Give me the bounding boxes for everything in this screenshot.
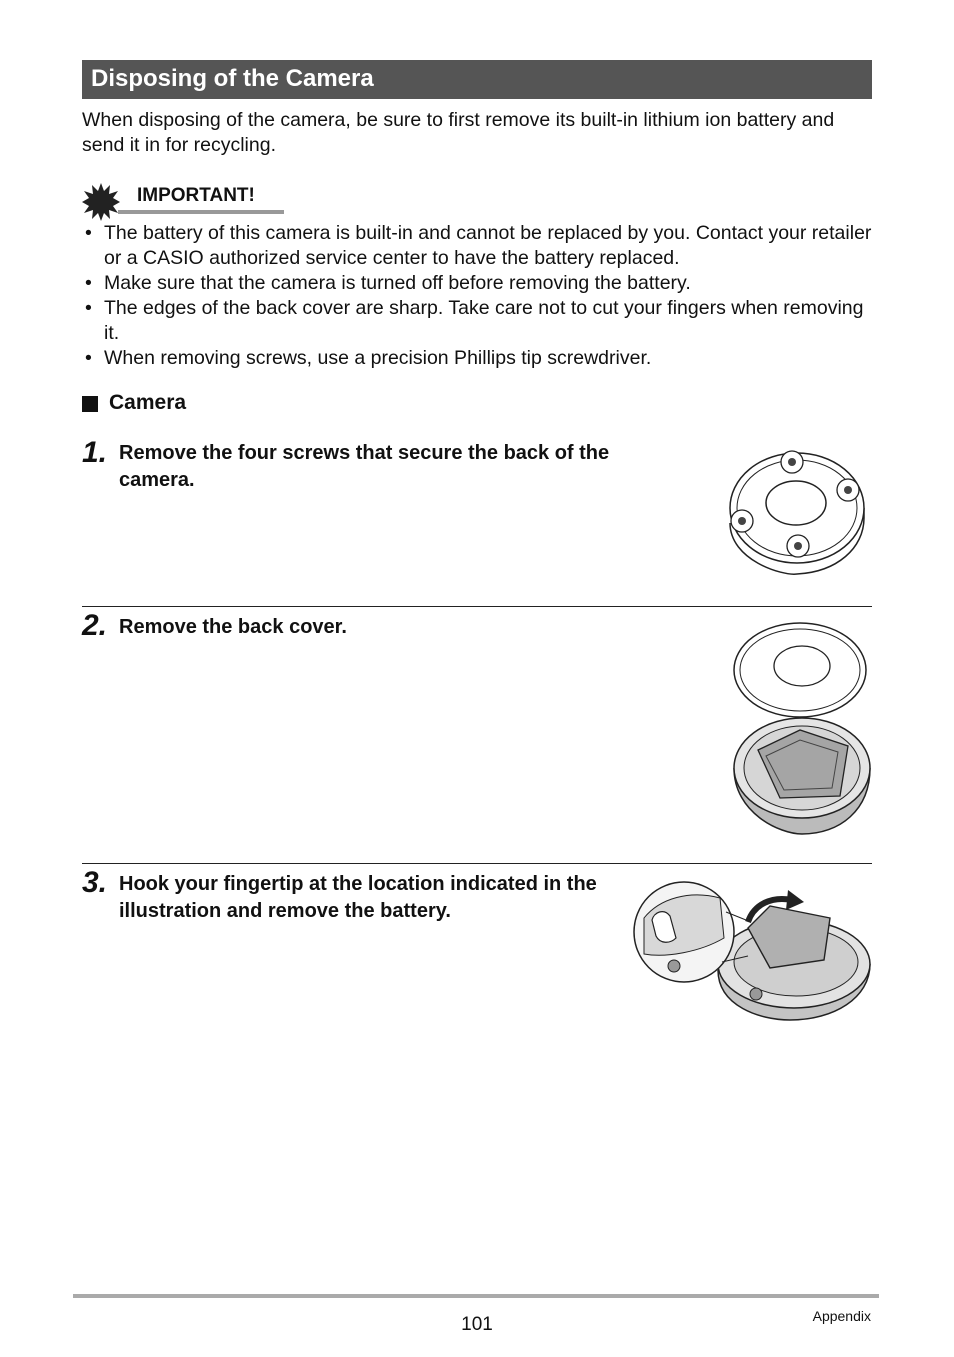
list-item-text: Make sure that the camera is turned off before removing the battery. (104, 272, 691, 294)
footer-section-name: Appendix (812, 1308, 871, 1324)
step-3-number: 3. (82, 866, 108, 899)
intro-paragraph: When disposing of the camera, be sure to first remove its built-in lithium ion battery and send it in for recycling. (82, 109, 835, 156)
step-divider (82, 606, 872, 607)
bullet-glyph: • (85, 347, 92, 369)
footer-rule (73, 1294, 879, 1298)
list-item-text: The battery of this camera is built-in and cannot be replaced by you. Contact your retailer or a CASIO authorized service center to have the battery replaced. (104, 222, 872, 269)
camera-screws-illustration (722, 448, 872, 578)
square-bullet-icon (82, 396, 98, 412)
battery-removal-illustration (630, 878, 874, 1026)
page-title: Disposing of the Camera (82, 60, 872, 99)
list-item (82, 221, 882, 271)
step-1-number: 1. (82, 436, 108, 469)
step-1-text: Remove the four screws that secure the back of the camera. (119, 442, 610, 491)
list-item (82, 296, 882, 346)
step-divider (82, 863, 872, 864)
step-2-number: 2. (82, 609, 108, 642)
important-underline (118, 210, 284, 214)
bullet-glyph: • (85, 272, 92, 294)
section-heading (82, 391, 186, 415)
important-burst-icon (82, 183, 120, 221)
list-item (82, 346, 882, 371)
step-2-text: Remove the back cover. (119, 616, 347, 638)
list-item-text: The edges of the back cover are sharp. Take care not to cut your fingers when removing it. (104, 297, 864, 344)
section-heading-text: Camera (109, 391, 187, 414)
back-cover-removal-illustration (730, 618, 874, 840)
bullet-glyph: • (85, 297, 92, 319)
important-label: IMPORTANT! (137, 185, 255, 206)
bullet-glyph: • (85, 222, 92, 244)
list-item (82, 271, 882, 296)
step-3-text: Hook your fingertip at the location indicated in the illustration and remove the battery. (119, 873, 597, 922)
page-number: 101 (461, 1314, 493, 1335)
list-item-text: When removing screws, use a precision Phillips tip screwdriver. (104, 347, 652, 369)
important-list (82, 221, 882, 371)
